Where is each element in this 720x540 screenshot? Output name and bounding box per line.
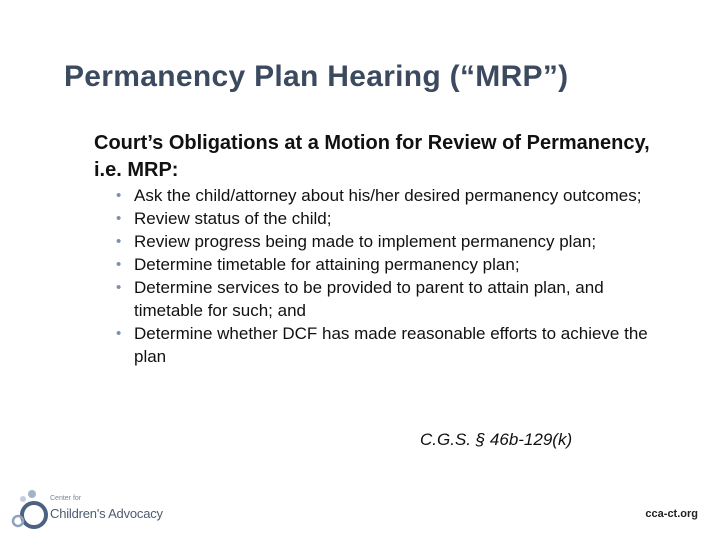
list-item	[112, 207, 672, 230]
people-logo-icon	[10, 488, 48, 530]
list-item	[112, 230, 672, 253]
statute-citation: C.G.S. § 46b-129(k)	[420, 430, 573, 449]
list-item-text: Review progress being made to implement permanency plan;	[134, 232, 597, 251]
list-item	[112, 184, 672, 207]
list-item	[112, 322, 672, 368]
bullet-icon: •	[116, 279, 122, 296]
list-item-text: Ask the child/attorney about his/her desired permanency outcomes;	[134, 186, 642, 205]
list-item-text: Determine whether DCF has made reasonable efforts to achieve the plan	[134, 324, 648, 366]
logo-subtitle: Center for	[50, 495, 82, 502]
list-item-text: Determine services to be provided to parent to attain plan, and timetable for such; and	[134, 278, 604, 320]
list-item-text: Review status of the child;	[134, 209, 332, 228]
section-heading: Court’s Obligations at a Motion for Review of Permanency, i.e. MRP:	[94, 132, 650, 181]
logo-title: Children's Advocacy	[50, 506, 163, 521]
obligations-list	[112, 184, 672, 368]
bullet-icon: •	[116, 187, 122, 204]
bullet-icon: •	[116, 325, 122, 342]
bullet-icon: •	[116, 256, 122, 273]
organization-logo	[10, 486, 170, 532]
list-item	[112, 276, 672, 322]
bullet-icon: •	[116, 210, 122, 227]
bullet-icon: •	[116, 233, 122, 250]
website-link[interactable]: cca-ct.org	[645, 508, 698, 520]
list-item	[112, 253, 672, 276]
list-item-text: Determine timetable for attaining permanency plan;	[134, 255, 520, 274]
slide-title: Permanency Plan Hearing (“MRP”)	[64, 60, 569, 93]
